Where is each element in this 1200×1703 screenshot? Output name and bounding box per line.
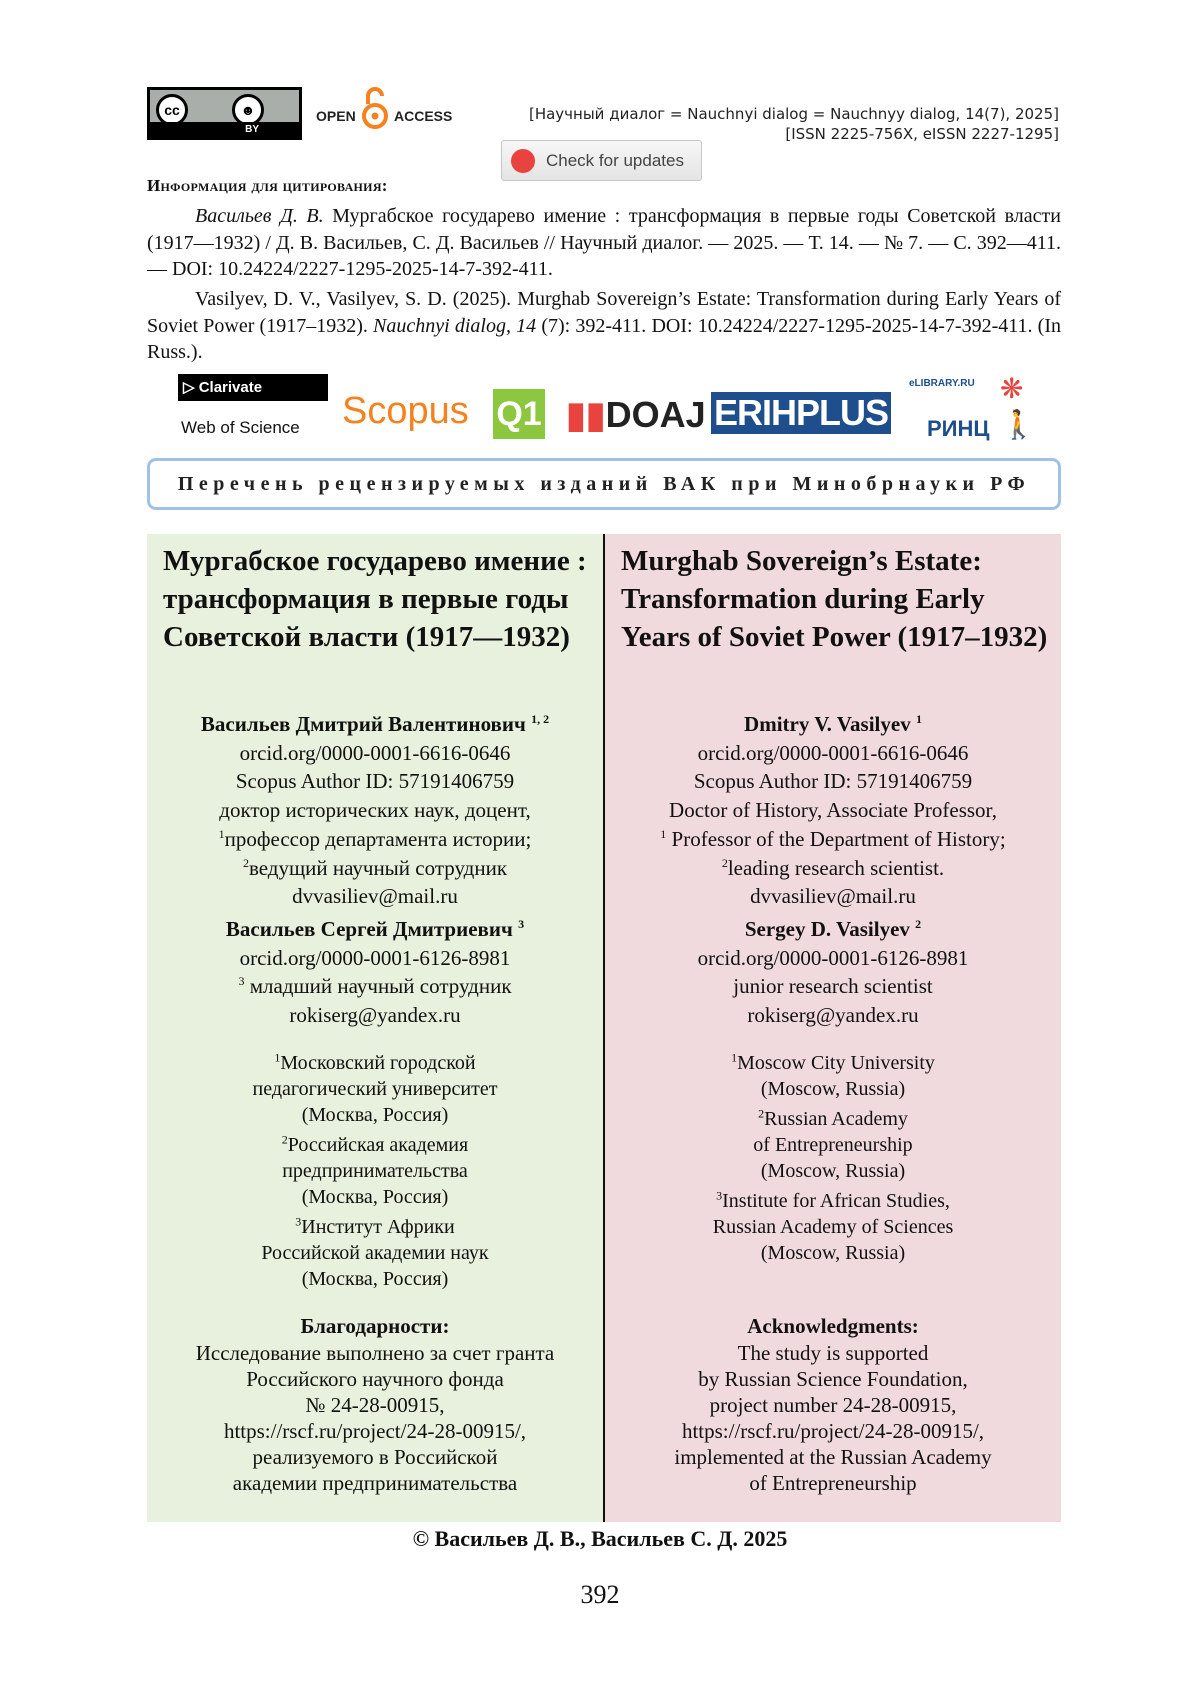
vak-list-banner: Перечень рецензируемых изданий ВАК при Минобрнауки РФ (147, 458, 1061, 510)
author-2-name: Sergey D. Vasilyev $^2$ (744, 916, 922, 941)
check-for-updates-label: Check for updates (546, 151, 684, 170)
citation-en-part-2: (7): 392-411. DOI: 10.24224/2227-1295-2025-14-7-392-411. (In Russ.). (147, 314, 1061, 363)
doaj-mark-icon: ▮▮ (566, 394, 606, 435)
elibrary-person-icon: 🚶 (1001, 408, 1036, 441)
check-for-updates-button[interactable] (501, 140, 702, 181)
web-of-science-logo[interactable]: Web of Science (181, 418, 300, 437)
author-1-orcid[interactable]: orcid.org/0000-0001-6616-0646 (239, 740, 511, 765)
article-title-english: Murghab Sovereign’s Estate: Transformation during Early Years of Soviet Power (1917–1932) (621, 545, 1048, 653)
acknowledgments-text: Исследование выполнено за счет гранта Российского научного фонда № 24-28-00915, https://rscf.ru/project/24-28-00915/, реализуемого в Российской академии предпринимательства (147, 1340, 603, 1496)
citation-en-journal: Nauchnyi dialog, 14 (373, 314, 537, 337)
q1-quartile-badge: Q1 (493, 389, 545, 439)
journal-reference-line-2: [ISSN 2225-756X, eISSN 2227-1295] (785, 125, 1059, 143)
article-title-russian: Мургабское государево имение : трансформация в первые годы Советской власти (1917—1932) (163, 545, 587, 653)
scopus-logo[interactable]: Scopus (342, 390, 469, 432)
page-number: 392 (580, 1580, 620, 1609)
journal-reference (529, 104, 1059, 144)
author-1-scopus-id: Scopus Author ID: 57191406759 (693, 769, 973, 794)
author-1-position-2: $^2$ведущий научный сотрудник (242, 855, 508, 880)
grant-link[interactable]: https://rscf.ru/project/24-28-00915/, (681, 1419, 985, 1444)
affiliation-2: $^2$Российская академия предпринимательства (Москва, Россия) (281, 1132, 469, 1208)
citation-ru-authors: Васильев Д. В. (195, 205, 324, 227)
author-1-email[interactable]: dvvasiliev@mail.ru (292, 884, 458, 909)
cc-by-label: BY (150, 122, 299, 137)
journal-reference-line-1: [Научный диалог = Nauchnyi dialog = Nauchnyy dialog, 14(7), 2025] (528, 105, 1059, 123)
author-1-name: Васильев Дмитрий Валентинович $^{1, 2}$ (200, 712, 550, 736)
english-column (605, 534, 1061, 1522)
russian-column (147, 534, 603, 1522)
author-1-position-1: $^1$профессор департамента истории; (218, 826, 532, 851)
open-access-access-word: ACCESS (394, 108, 453, 124)
citation-heading: Информация для цитирования: (147, 176, 388, 195)
clarivate-label: Clarivate (198, 379, 263, 396)
author-2-position: $^3$ младший научный сотрудник (238, 974, 512, 999)
author-2-name: Васильев Сергей Дмитриевич $^3$ (225, 916, 525, 941)
clarivate-logo[interactable]: ▷ Clarivate (178, 374, 328, 401)
acknowledgments-text: The study is supported by Russian Science Foundation, project number 24-28-00915, https://rscf.ru/project/24-28-00915/, implemented at the Russian Academy of Entrepreneurship (605, 1340, 1061, 1496)
erihplus-logo[interactable]: ERIHPLUS (711, 392, 891, 434)
attribution-icon: ☻ (232, 94, 264, 126)
author-2-orcid[interactable]: orcid.org/0000-0001-6126-8981 (697, 945, 969, 970)
elibrary-star-icon: ❋ (1000, 372, 1024, 405)
author-1-position-1: $^1$ Professor of the Department of History; (660, 826, 1006, 851)
affiliation-3: $^3$Institute for African Studies, Russian Academy of Sciences (Moscow, Russia) (712, 1188, 954, 1264)
russian-column-body (147, 710, 603, 1496)
author-1-scopus-id: Scopus Author ID: 57191406759 (235, 769, 515, 794)
citation-ru-text: Мургабское государево имение : трансформация в первые годы Советской власти (1917—1932) / Д. В. Васильев, С. Д. Васильев // Научный диалог. — 2025. — Т. 14. — № 7. — С. 392—411. — DOI: 10.24224/2227-1295-2025-14-7-392-411. (147, 205, 1061, 280)
rinc-label[interactable]: РИНЦ (927, 416, 990, 441)
english-column-body (605, 710, 1061, 1496)
creative-commons-icon: cc (156, 94, 188, 126)
author-1-email[interactable]: dvvasiliev@mail.ru (750, 884, 916, 909)
author-1-degree: Doctor of History, Associate Professor, (669, 798, 997, 823)
author-1-orcid[interactable]: orcid.org/0000-0001-6616-0646 (697, 740, 969, 765)
acknowledgments-heading: Благодарности: (300, 1313, 450, 1338)
affiliation-1: $^1$Moscow City University (Moscow, Russia) (731, 1050, 935, 1100)
crossmark-icon (511, 149, 535, 173)
author-2-position: junior research scientist (733, 974, 933, 999)
citation-en-part-1: Vasilyev, D. V., Vasilyev, S. D. (2025). Murghab Sovereign’s Estate: Transformation during Early Years of Soviet Power (1917–1932). (147, 288, 1061, 337)
affiliation-1: $^1$Московский городской педагогический университет (Москва, Россия) (252, 1050, 498, 1126)
author-2-email[interactable]: rokiserg@yandex.ru (747, 1003, 919, 1028)
affiliation-3: $^3$Институт Африки Российской академии наук (Москва, Россия) (261, 1214, 489, 1290)
author-2-email[interactable]: rokiserg@yandex.ru (289, 1003, 461, 1028)
copyright-line: © Васильев Д. В., Васильев С. Д. 2025 (412, 1526, 788, 1551)
author-1-name: Dmitry V. Vasilyev $^1$ (744, 712, 922, 736)
open-access-open-word: OPEN (316, 108, 356, 124)
author-1-degree: доктор исторических наук, доцент, (219, 798, 531, 823)
citation-russian (147, 203, 1061, 283)
indexing-logos (147, 372, 1061, 452)
acknowledgments-heading: Acknowledgments: (747, 1313, 919, 1338)
author-2-orcid[interactable]: orcid.org/0000-0001-6126-8981 (239, 945, 511, 970)
citation-english (147, 286, 1061, 366)
cc-by-license-badge[interactable] (147, 87, 302, 140)
elibrary-label[interactable]: eLIBRARY.RU (909, 378, 975, 389)
open-access-logo[interactable] (316, 86, 456, 140)
doaj-logo[interactable] (566, 394, 706, 436)
grant-link[interactable]: https://rscf.ru/project/24-28-00915/, (223, 1419, 527, 1444)
author-1-position-2: $^2$leading research scientist. (721, 855, 945, 880)
affiliation-2: $^2$Russian Academy of Entrepreneurship (Moscow, Russia) (753, 1106, 913, 1182)
open-lock-icon (362, 86, 388, 130)
doaj-label: DOAJ (605, 394, 706, 435)
